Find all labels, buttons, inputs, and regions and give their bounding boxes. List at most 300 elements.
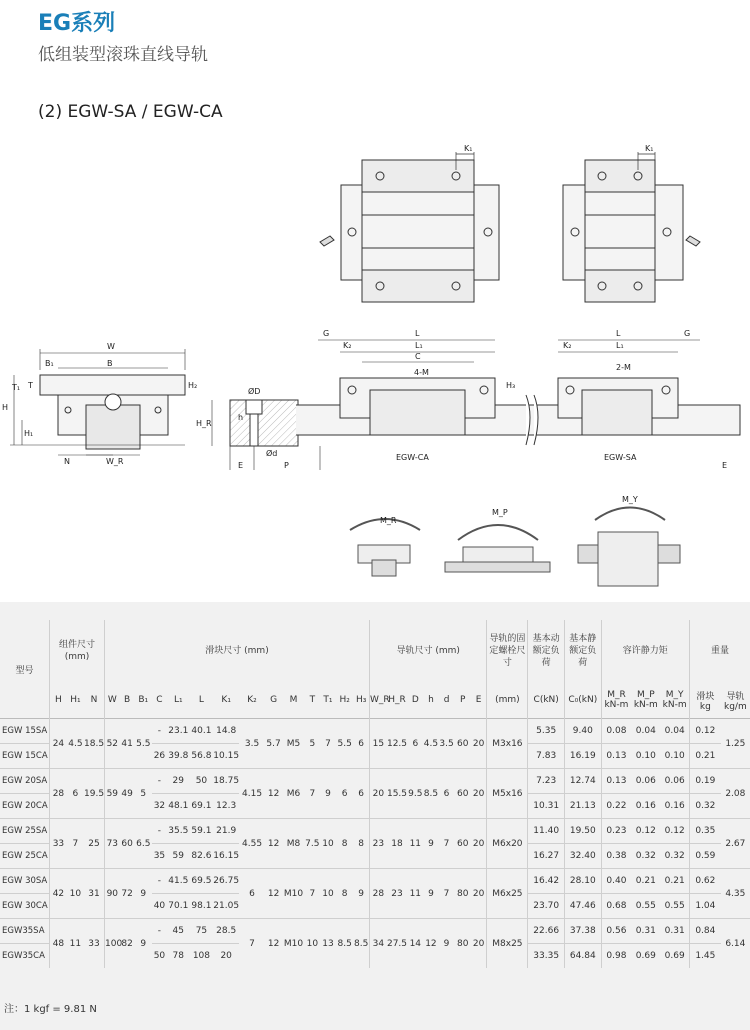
spec-cell: 1.45 bbox=[689, 944, 720, 969]
spec-cell: 19.5 bbox=[84, 769, 104, 819]
spec-cell: 29 bbox=[167, 769, 190, 794]
column-header: W bbox=[105, 682, 120, 719]
spec-cell: 73 bbox=[105, 819, 120, 869]
spec-cell: 12.5 bbox=[387, 719, 407, 769]
spec-cell: 0.04 bbox=[631, 719, 660, 744]
spec-cell: 0.98 bbox=[601, 944, 631, 969]
spec-cell: 10 bbox=[67, 869, 84, 919]
spec-cell: 37.38 bbox=[565, 919, 602, 944]
side-view bbox=[296, 340, 740, 445]
spec-cell: 39.8 bbox=[167, 744, 190, 769]
model-cell: EGW 15CA bbox=[0, 744, 50, 769]
rail-weight-cell: 6.14 bbox=[721, 919, 750, 969]
w-label: W bbox=[107, 342, 115, 351]
spec-cell: 9 bbox=[320, 769, 336, 819]
spec-cell: 0.06 bbox=[631, 769, 660, 794]
spec-cell: 0.32 bbox=[689, 794, 720, 819]
spec-cell: M5 bbox=[282, 719, 305, 769]
egw-ca-label: EGW-CA bbox=[396, 453, 429, 462]
spec-cell: 47.46 bbox=[565, 894, 602, 919]
spec-table bbox=[0, 620, 750, 968]
mr-label: M_R bbox=[380, 516, 397, 525]
spec-cell: 9 bbox=[423, 869, 438, 919]
spec-cell: 5.35 bbox=[528, 719, 565, 744]
spec-cell: 6 bbox=[336, 769, 353, 819]
spec-cell: 15.5 bbox=[387, 769, 407, 819]
spec-cell: 8.5 bbox=[336, 919, 353, 969]
spec-cell: 16.19 bbox=[565, 744, 602, 769]
column-header: H₂ bbox=[339, 695, 350, 705]
header-rail: 导轨尺寸 (mm) bbox=[370, 620, 487, 682]
spec-cell: M5x16 bbox=[487, 769, 528, 819]
spec-cell: 23.1 bbox=[167, 719, 190, 744]
spec-cell: 12 bbox=[265, 919, 282, 969]
spec-cell: 3.5 bbox=[438, 719, 454, 769]
spec-cell: 6 bbox=[353, 719, 369, 769]
spec-cell: 0.08 bbox=[601, 719, 631, 744]
hr-label: H_R bbox=[196, 419, 212, 428]
moment-my bbox=[578, 508, 680, 587]
spec-cell: 9 bbox=[423, 819, 438, 869]
spec-cell: 8 bbox=[336, 819, 353, 869]
spec-cell: 98.1 bbox=[190, 894, 214, 919]
column-header: K₁ bbox=[221, 695, 231, 705]
spec-cell: M8 bbox=[282, 819, 305, 869]
spec-cell: 0.31 bbox=[631, 919, 660, 944]
spec-cell: 7.23 bbox=[528, 769, 565, 794]
spec-cell: 45 bbox=[167, 919, 190, 944]
spec-cell: 11.40 bbox=[528, 819, 565, 844]
c-label: C bbox=[415, 352, 421, 361]
spec-cell: 33 bbox=[84, 919, 104, 969]
weight-header bbox=[721, 682, 750, 719]
spec-cell: 49 bbox=[120, 769, 135, 819]
spec-cell: 80 bbox=[455, 919, 471, 969]
model-cell: EGW 25CA bbox=[0, 844, 50, 869]
spec-cell: 10.15 bbox=[213, 744, 239, 769]
spec-cell: 13 bbox=[320, 919, 336, 969]
spec-cell: 0.69 bbox=[660, 944, 689, 969]
column-header: D bbox=[411, 695, 419, 705]
column-header: P bbox=[459, 695, 466, 705]
spec-cell: 48 bbox=[50, 919, 67, 969]
spec-cell: 69.5 bbox=[190, 869, 214, 894]
spec-cell: 5 bbox=[305, 719, 320, 769]
spec-cell: 28.10 bbox=[565, 869, 602, 894]
spec-cell: 100 bbox=[105, 919, 120, 969]
spec-cell: 0.59 bbox=[689, 844, 720, 869]
column-header: W_R bbox=[370, 682, 387, 719]
spec-cell: 20 bbox=[471, 719, 487, 769]
header-static: 基本静额定负荷 bbox=[565, 620, 602, 682]
spec-cell: - bbox=[152, 919, 167, 944]
rail-weight-cell: 1.25 bbox=[721, 719, 750, 769]
spec-cell: M3x16 bbox=[487, 719, 528, 769]
spec-cell: 9.5 bbox=[407, 769, 423, 819]
l1-label-sa: L₁ bbox=[616, 341, 624, 350]
spec-cell: - bbox=[152, 869, 167, 894]
spec-cell: 59 bbox=[167, 844, 190, 869]
spec-cell: 27.5 bbox=[387, 919, 407, 969]
spec-cell: 6 bbox=[438, 769, 454, 819]
wr-label: W_R bbox=[106, 457, 124, 466]
spec-cell: 19.50 bbox=[565, 819, 602, 844]
spec-cell: 60 bbox=[455, 769, 471, 819]
technical-drawings bbox=[0, 130, 750, 600]
spec-cell: 0.10 bbox=[660, 744, 689, 769]
spec-cell: 0.13 bbox=[601, 769, 631, 794]
table-row bbox=[0, 769, 750, 794]
spec-cell: 10 bbox=[320, 819, 336, 869]
model-cell: EGW35SA bbox=[0, 919, 50, 944]
header-model: 型号 bbox=[15, 665, 34, 676]
moment-header bbox=[660, 682, 689, 719]
weight-label: 导轨 bbox=[726, 691, 745, 702]
spec-cell: - bbox=[152, 819, 167, 844]
spec-cell: 20 bbox=[471, 769, 487, 819]
spec-cell: 82.6 bbox=[190, 844, 214, 869]
column-header: H bbox=[50, 682, 67, 719]
weight-header bbox=[689, 682, 720, 719]
moment-mr bbox=[350, 519, 420, 576]
spec-cell: 28 bbox=[50, 769, 67, 819]
spec-cell: 8 bbox=[353, 819, 369, 869]
column-header: h bbox=[428, 695, 434, 705]
spec-cell: 4.55 bbox=[239, 819, 265, 869]
spec-cell: - bbox=[152, 719, 167, 744]
model-cell: EGW 15SA bbox=[0, 719, 50, 744]
spec-cell: 33.35 bbox=[528, 944, 565, 969]
spec-cell: 22.66 bbox=[528, 919, 565, 944]
k1-label-ca: K₁ bbox=[464, 144, 473, 153]
spec-cell: 0.68 bbox=[601, 894, 631, 919]
spec-cell: 0.40 bbox=[601, 869, 631, 894]
spec-cell: 28 bbox=[370, 869, 387, 919]
header-weight: 重量 bbox=[689, 620, 750, 682]
model-cell: EGW 25SA bbox=[0, 819, 50, 844]
model-cell: EGW 30CA bbox=[0, 894, 50, 919]
column-header: B₁ bbox=[138, 695, 149, 705]
rail-weight-cell: 4.35 bbox=[721, 869, 750, 919]
spec-cell: 52 bbox=[105, 719, 120, 769]
spec-cell: 12.74 bbox=[565, 769, 602, 794]
spec-cell: 0.38 bbox=[601, 844, 631, 869]
spec-cell: 10.31 bbox=[528, 794, 565, 819]
spec-cell: 20 bbox=[213, 944, 239, 969]
m4-label: 4-M bbox=[414, 368, 429, 377]
unit-header: C(kN) bbox=[528, 682, 565, 719]
spec-cell: 0.10 bbox=[631, 744, 660, 769]
model-title: (2) EGW-SA / EGW-CA bbox=[38, 102, 223, 122]
spec-cell: 7 bbox=[305, 769, 320, 819]
column-header: C bbox=[156, 695, 163, 705]
column-header: L bbox=[198, 695, 204, 705]
spec-cell: 0.32 bbox=[660, 844, 689, 869]
spec-cell: 7 bbox=[438, 869, 454, 919]
header-dynamic: 基本动额定负荷 bbox=[528, 620, 565, 682]
moment-unit: kN-m bbox=[633, 700, 658, 710]
spec-cell: M6x25 bbox=[487, 869, 528, 919]
column-header: T bbox=[309, 695, 316, 705]
m2-label: 2-M bbox=[616, 363, 631, 372]
egw-sa-label: EGW-SA bbox=[604, 453, 637, 462]
column-header: B bbox=[124, 695, 131, 705]
moment-unit: kN-m bbox=[604, 700, 629, 710]
spec-cell: 0.35 bbox=[689, 819, 720, 844]
spec-cell: 6.5 bbox=[135, 819, 152, 869]
spec-table-area bbox=[0, 602, 750, 1030]
spec-cell: 0.16 bbox=[631, 794, 660, 819]
spec-cell: M10 bbox=[282, 869, 305, 919]
spec-cell: 0.12 bbox=[689, 719, 720, 744]
spec-cell: 4.5 bbox=[423, 719, 438, 769]
spec-cell: 48.1 bbox=[167, 794, 190, 819]
column-header: M bbox=[289, 695, 298, 705]
spec-cell: 21.9 bbox=[213, 819, 239, 844]
column-header: H_R bbox=[388, 695, 406, 705]
spec-cell: 3.5 bbox=[239, 719, 265, 769]
spec-cell: 6 bbox=[239, 869, 265, 919]
moment-mp bbox=[445, 525, 550, 572]
spec-cell: 41 bbox=[120, 719, 135, 769]
moment-header bbox=[601, 682, 631, 719]
column-header: H₁ bbox=[70, 695, 81, 705]
e-label-right: E bbox=[722, 461, 728, 470]
mp-label: M_P bbox=[492, 508, 508, 517]
spec-cell: 9 bbox=[438, 919, 454, 969]
spec-cell: 0.55 bbox=[660, 894, 689, 919]
spec-cell: 64.84 bbox=[565, 944, 602, 969]
moment-symbol: M_R bbox=[607, 690, 626, 700]
spec-cell: 42 bbox=[50, 869, 67, 919]
spec-cell: 1.04 bbox=[689, 894, 720, 919]
spec-cell: 5 bbox=[135, 769, 152, 819]
spec-cell: 0.84 bbox=[689, 919, 720, 944]
spec-cell: 50 bbox=[190, 769, 214, 794]
spec-cell: 0.21 bbox=[689, 744, 720, 769]
g-label-right: G bbox=[684, 329, 691, 338]
unit-header: C₀(kN) bbox=[565, 682, 602, 719]
l-label-sa: L bbox=[616, 329, 621, 338]
spec-cell: 14.8 bbox=[213, 719, 239, 744]
spec-cell: 60 bbox=[120, 819, 135, 869]
h1-label: H₁ bbox=[24, 429, 34, 438]
weight-label: 滑块 bbox=[696, 691, 715, 702]
t1-label: T₁ bbox=[12, 383, 21, 392]
spec-cell: 7 bbox=[67, 819, 84, 869]
spec-cell: 23.70 bbox=[528, 894, 565, 919]
spec-cell: 0.62 bbox=[689, 869, 720, 894]
header-block: 滑块尺寸 (mm) bbox=[105, 620, 370, 682]
spec-cell: 7 bbox=[438, 819, 454, 869]
spec-cell: 8.5 bbox=[353, 919, 369, 969]
spec-cell: 60 bbox=[455, 719, 471, 769]
spec-cell: 69.1 bbox=[190, 794, 214, 819]
weight-unit: kg bbox=[699, 701, 711, 712]
l-label-ca: L bbox=[415, 329, 420, 338]
spec-cell: 31 bbox=[84, 869, 104, 919]
spec-cell: 9 bbox=[353, 869, 369, 919]
spec-cell: 12 bbox=[265, 869, 282, 919]
spec-cell: 20 bbox=[471, 819, 487, 869]
spec-cell: 11 bbox=[407, 869, 423, 919]
b-label: B bbox=[107, 359, 113, 368]
spec-cell: 41.5 bbox=[167, 869, 190, 894]
spec-cell: 7.83 bbox=[528, 744, 565, 769]
spec-cell: 70.1 bbox=[167, 894, 190, 919]
spec-cell: 7 bbox=[320, 719, 336, 769]
spec-cell: 6 bbox=[407, 719, 423, 769]
h2-label: H₂ bbox=[188, 381, 198, 390]
spec-cell: 6 bbox=[353, 769, 369, 819]
spec-cell: 7.5 bbox=[305, 819, 320, 869]
column-header: G bbox=[270, 695, 278, 705]
spec-cell: 59 bbox=[105, 769, 120, 819]
spec-cell: M6x20 bbox=[487, 819, 528, 869]
spec-cell: 23 bbox=[370, 819, 387, 869]
spec-cell: 35 bbox=[152, 844, 167, 869]
header-moment: 容许静力矩 bbox=[601, 620, 689, 682]
column-header: H₃ bbox=[355, 695, 367, 705]
spec-cell: 4.15 bbox=[239, 769, 265, 819]
model-cell: EGW35CA bbox=[0, 944, 50, 969]
spec-cell: 40.1 bbox=[190, 719, 214, 744]
spec-cell: 9 bbox=[135, 869, 152, 919]
spec-cell: 0.22 bbox=[601, 794, 631, 819]
spec-cell: 7 bbox=[239, 919, 265, 969]
spec-cell: 11 bbox=[407, 819, 423, 869]
spec-cell: 18.75 bbox=[213, 769, 239, 794]
b1-label: B₁ bbox=[45, 359, 54, 368]
table-row bbox=[0, 869, 750, 894]
spec-cell: 5.7 bbox=[265, 719, 282, 769]
spec-cell: M10 bbox=[282, 919, 305, 969]
spec-cell: 0.69 bbox=[631, 944, 660, 969]
column-header: L₁ bbox=[173, 695, 183, 705]
spec-cell: M8x25 bbox=[487, 919, 528, 969]
spec-cell: 0.31 bbox=[660, 919, 689, 944]
d-big-label: ØD bbox=[248, 387, 261, 396]
model-cell: EGW 20CA bbox=[0, 794, 50, 819]
spec-cell: 80 bbox=[455, 869, 471, 919]
spec-cell: 50 bbox=[152, 944, 167, 969]
spec-cell: 0.21 bbox=[631, 869, 660, 894]
spec-cell: 0.56 bbox=[601, 919, 631, 944]
spec-cell: 15 bbox=[370, 719, 387, 769]
spec-cell: 82 bbox=[120, 919, 135, 969]
table-row bbox=[0, 919, 750, 944]
spec-cell: 5.5 bbox=[135, 719, 152, 769]
column-header: N bbox=[90, 695, 98, 705]
moment-header bbox=[631, 682, 660, 719]
spec-cell: 12 bbox=[265, 769, 282, 819]
t-label: T bbox=[28, 381, 33, 390]
spec-cell: 20 bbox=[370, 769, 387, 819]
p-label: P bbox=[284, 461, 289, 470]
spec-cell: 33 bbox=[50, 819, 67, 869]
header-bolt: 导轨的固定螺栓尺寸 bbox=[487, 620, 528, 682]
spec-cell: 23 bbox=[387, 869, 407, 919]
e-label-left: E bbox=[238, 461, 244, 470]
series-subtitle: 低组装型滚珠直线导轨 bbox=[38, 45, 208, 65]
spec-cell: M6 bbox=[282, 769, 305, 819]
moment-unit: kN-m bbox=[662, 700, 687, 710]
moment-symbol: M_P bbox=[636, 690, 655, 700]
spec-cell: 10 bbox=[305, 919, 320, 969]
header-assembly: 组件尺寸 (mm) bbox=[50, 620, 105, 682]
spec-cell: 16.42 bbox=[528, 869, 565, 894]
weight-unit: kg/m bbox=[723, 701, 747, 712]
spec-cell: 21.13 bbox=[565, 794, 602, 819]
spec-cell: 26 bbox=[152, 744, 167, 769]
spec-cell: 7 bbox=[305, 869, 320, 919]
table-row bbox=[0, 719, 750, 744]
spec-cell: 20 bbox=[471, 869, 487, 919]
spec-cell: 35.5 bbox=[167, 819, 190, 844]
l1-label-ca: L₁ bbox=[415, 341, 423, 350]
spec-cell: 0.04 bbox=[660, 719, 689, 744]
spec-cell: 24 bbox=[50, 719, 67, 769]
spec-cell: 56.8 bbox=[190, 744, 214, 769]
unit-note: 注：1 kgf = 9.81 N bbox=[4, 1004, 97, 1015]
spec-cell: 26.75 bbox=[213, 869, 239, 894]
spec-cell: 0.21 bbox=[660, 869, 689, 894]
spec-cell: 108 bbox=[190, 944, 214, 969]
moment-symbol: M_Y bbox=[665, 690, 684, 700]
rail-weight-cell: 2.08 bbox=[721, 769, 750, 819]
spec-cell: - bbox=[152, 769, 167, 794]
spec-cell: 32.40 bbox=[565, 844, 602, 869]
table-row bbox=[0, 819, 750, 844]
spec-cell: 0.32 bbox=[631, 844, 660, 869]
spec-cell: 59.1 bbox=[190, 819, 214, 844]
series-title: EG系列 bbox=[38, 11, 116, 36]
spec-cell: 0.12 bbox=[631, 819, 660, 844]
h-label: H bbox=[2, 403, 9, 412]
spec-cell: 0.13 bbox=[601, 744, 631, 769]
spec-cell: 14 bbox=[407, 919, 423, 969]
spec-cell: 90 bbox=[105, 869, 120, 919]
spec-cell: 18.5 bbox=[84, 719, 104, 769]
spec-cell: 40 bbox=[152, 894, 167, 919]
spec-cell: 16.27 bbox=[528, 844, 565, 869]
spec-cell: 0.23 bbox=[601, 819, 631, 844]
spec-cell: 78 bbox=[167, 944, 190, 969]
g-label-left: G bbox=[323, 329, 330, 338]
end-view bbox=[10, 349, 185, 455]
n-label: N bbox=[64, 457, 70, 466]
spec-cell: 6 bbox=[67, 769, 84, 819]
unit-header: (mm) bbox=[487, 682, 528, 719]
spec-cell: 8 bbox=[336, 869, 353, 919]
spec-cell: 9 bbox=[135, 919, 152, 969]
spec-cell: 12 bbox=[265, 819, 282, 869]
spec-cell: 16.15 bbox=[213, 844, 239, 869]
spec-cell: 75 bbox=[190, 919, 214, 944]
spec-cell: 8.5 bbox=[423, 769, 438, 819]
column-header: d bbox=[443, 695, 450, 705]
k2-label-sa: K₂ bbox=[563, 341, 572, 350]
spec-cell: 72 bbox=[120, 869, 135, 919]
my-label: M_Y bbox=[622, 495, 638, 504]
spec-cell: 10 bbox=[320, 869, 336, 919]
spec-cell: 12.3 bbox=[213, 794, 239, 819]
spec-cell: 0.19 bbox=[689, 769, 720, 794]
top-view-ca bbox=[320, 152, 499, 302]
spec-cell: 0.55 bbox=[631, 894, 660, 919]
spec-cell: 20 bbox=[471, 919, 487, 969]
spec-cell: 21.05 bbox=[213, 894, 239, 919]
